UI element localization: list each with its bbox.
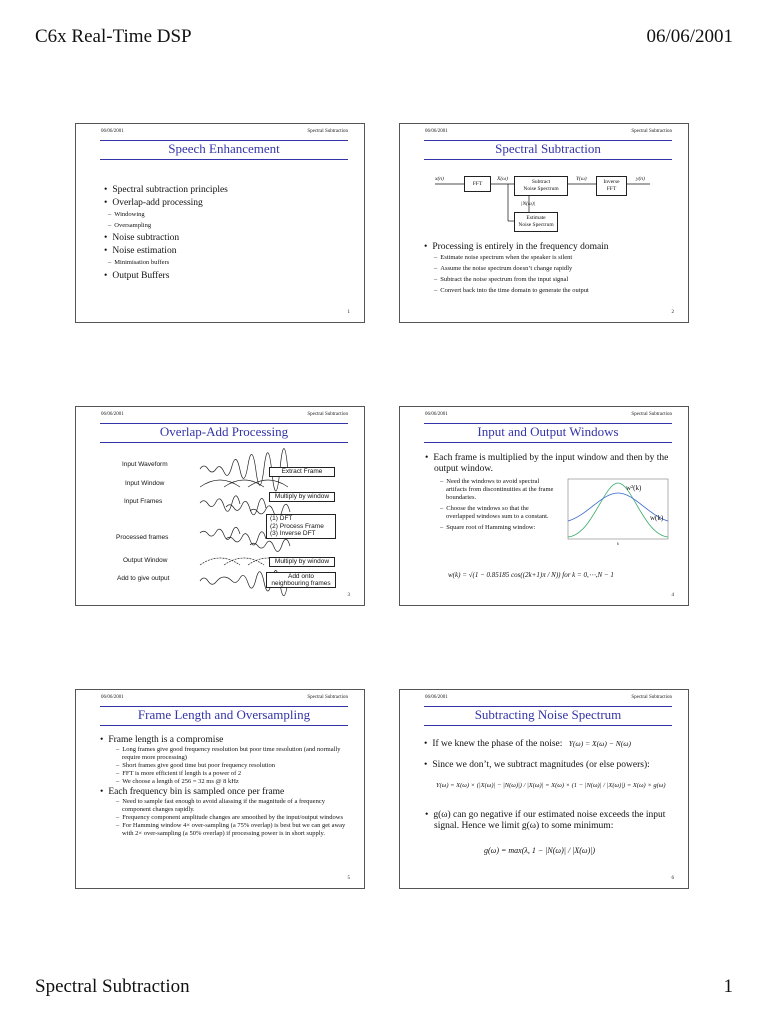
list-item-text: • If we knew the phase of the noise: [424,739,562,749]
list-item: – Need the windows to avoid spectral artifacts from discontinuities at the frame boundaries. [436,478,554,502]
window-chart [562,475,674,547]
divider [100,159,348,160]
inverse-fft-label: FFT [606,186,617,192]
signal-label-X: X(ω) [497,176,508,182]
fft-block [464,176,491,192]
slide-title: Input and Output Windows [477,424,619,439]
list-item: • Processing is entirely in the frequency domain [424,242,679,253]
step-box [266,572,336,588]
divider [100,725,348,726]
slide-date: 06/06/2001 [425,695,448,700]
list-item-text: • Since we don’t, we subtract magnitudes (or else powers): [424,760,679,771]
step-box [269,467,335,477]
row-label: Add to give output [117,575,170,582]
fft-label: FFT [472,181,483,187]
bullet-list [100,735,352,838]
row-label: Input Window [125,480,165,487]
slide-topic: Spectral Subtraction [307,412,348,417]
slide-page-number: 6 [671,876,674,881]
list-item: – We choose a length of 256 = 32 ms @ 8 kHz [100,778,352,786]
slide-1 [75,123,365,323]
slide-title: Frame Length and Oversampling [137,707,311,722]
list-item: – Subtract the noise spectrum from the input signal [424,276,679,284]
list-item [424,760,679,771]
slide-6 [399,689,689,889]
row-label: Output Window [123,557,168,564]
list-item [424,738,679,750]
slide-title: Speech Enhancement [168,141,280,156]
list-item-text: • g(ω) can go negative if our estimated noise exceeds the input signal. Hence we limit g(ω) to some minimum: [424,810,679,832]
slide-topic: Spectral Subtraction [631,129,672,134]
list-item: • Overlap-add processing [104,198,344,209]
slide-page-number: 4 [671,593,674,598]
list-item: – FFT is more efficient if length is a power of 2 [100,770,352,778]
slide-page-number: 3 [347,593,350,598]
slide-title: Overlap-Add Processing [159,424,289,439]
gain-equation: g(ω) = max(λ, 1 − |N(ω)| / |X(ω)|) [484,846,596,855]
list-item [424,810,679,832]
step-label: Multiply by window [274,558,330,565]
signal-label-Y: Y(ω) [576,176,587,182]
slide-title: Spectral Subtraction [495,141,601,156]
list-item: • Spectral subtraction principles [104,185,344,196]
slide-title: Subtracting Noise Spectrum [474,707,622,722]
slide-date: 06/06/2001 [101,412,124,417]
step-box [269,492,335,502]
list-item: – Oversampling [104,222,344,230]
step-box [269,557,335,567]
row-label: Input Waveform [122,461,168,468]
subtract-label: Subtract [531,179,551,185]
slide-page-number: 5 [347,876,350,881]
list-item: – Assume the noise spectrum doesn’t change rapidly [424,265,679,273]
phase-equation: Y(ω) = X(ω) − N(ω) [568,739,632,748]
estimate-label: Noise Spectrum [518,222,554,228]
list-item: • Each frequency bin is sampled once per frame [100,787,352,798]
slide-date: 06/06/2001 [425,129,448,134]
signal-label-N: |N(ω)| [521,201,536,207]
subtract-label: Noise Spectrum [523,186,559,192]
page-header-title: C6x Real-Time DSP [35,26,192,47]
slide-date: 06/06/2001 [425,412,448,417]
slide-topic: Spectral Subtraction [307,129,348,134]
page-footer-title: Spectral Subtraction [35,976,190,997]
slide-2 [399,123,689,323]
estimate-block [514,212,558,232]
step-box [266,514,336,539]
signal-label-y: y(n) [636,176,645,182]
list-item: • Noise subtraction [104,233,344,244]
list-item: • Noise estimation [104,246,344,257]
slide-topic: Spectral Subtraction [307,695,348,700]
list-item: • Frame length is a compromise [100,735,352,746]
list-item: – Minimisation buffers [104,259,344,267]
list-item: – Windowing [104,211,344,219]
step-label: Add onto [287,573,315,580]
row-label: Input Frames [124,498,163,505]
step-label: neighbouring frames [271,580,331,587]
list-item: • Each frame is multiplied by the input window and then by the output window. [424,453,679,475]
list-item: – For Hamming window 4× over-sampling (a 75% overlap) is best but we can get away with 2× over-sampling (a 50% overlap) if processing power is in short supply. [100,822,352,838]
row-label: Processed frames [116,534,169,541]
inverse-fft-label: Inverse [603,179,620,185]
list-item: – Convert back into the time domain to generate the output [424,287,679,295]
step-label: Extract Frame [281,468,323,475]
list-item: – Short frames give good time but poor frequency resolution [100,762,352,770]
list-item: – Square root of Hamming window: [436,524,554,532]
slide-3 [75,406,365,606]
chart-label-w: w(k) [650,514,664,522]
magnitude-equation: Y(ω) = X(ω) × (|X(ω)| − |N(ω)|) / |X(ω)| = X(ω) × (1 − |N(ω)| / |X(ω)|) = X(ω) × g(ω) [436,782,666,789]
list-item: – Estimate noise spectrum when the speaker is silent [424,254,679,262]
inverse-fft-block [596,176,627,196]
bullet-list [424,453,679,475]
list-item: – Long frames give good frequency resolution but poor time resolution (and normally require more processing) [100,746,352,762]
slide-page-number: 2 [671,310,674,315]
bullet-list [104,185,344,282]
slide-5 [75,689,365,889]
slide-topic: Spectral Subtraction [631,412,672,417]
list-item: – Frequency component amplitude changes are smoothed by the input/output windows [100,814,352,822]
step-label: (2) Process Frame [270,522,324,530]
subtract-block [514,176,568,196]
list-item: – Need to sample fast enough to avoid aliassing if the magnitude of a frequency component changes rapidly. [100,798,352,814]
divider [424,725,672,726]
signal-label-x: x(n) [435,176,444,182]
slide-topic: Spectral Subtraction [631,695,672,700]
estimate-label: Estimate [526,215,546,221]
divider [424,442,672,443]
bullet-list [436,478,554,532]
step-label: Multiply by window [274,493,330,500]
chart-xlabel: k [617,541,619,546]
w-squared-curve [568,483,668,537]
list-item: – Choose the windows so that the overlapped windows sum to a constant. [436,505,554,521]
slide-4 [399,406,689,606]
slide-page-number: 1 [347,310,350,315]
list-item: • Output Buffers [104,271,344,282]
hamming-formula: w(k) = √(1 − 0.85185 cos((2k+1)π / N)) for k = 0,⋯,N − 1 [448,571,614,579]
step-label: (3) Inverse DFT [270,530,316,537]
page-footer-number: 1 [723,976,733,997]
slide-date: 06/06/2001 [101,129,124,134]
page-header-date: 06/06/2001 [646,26,733,47]
bullet-list [424,242,679,295]
chart-label-w2: w²(k) [626,484,642,492]
step-label: (1) DFT [270,515,293,522]
slide-date: 06/06/2001 [101,695,124,700]
